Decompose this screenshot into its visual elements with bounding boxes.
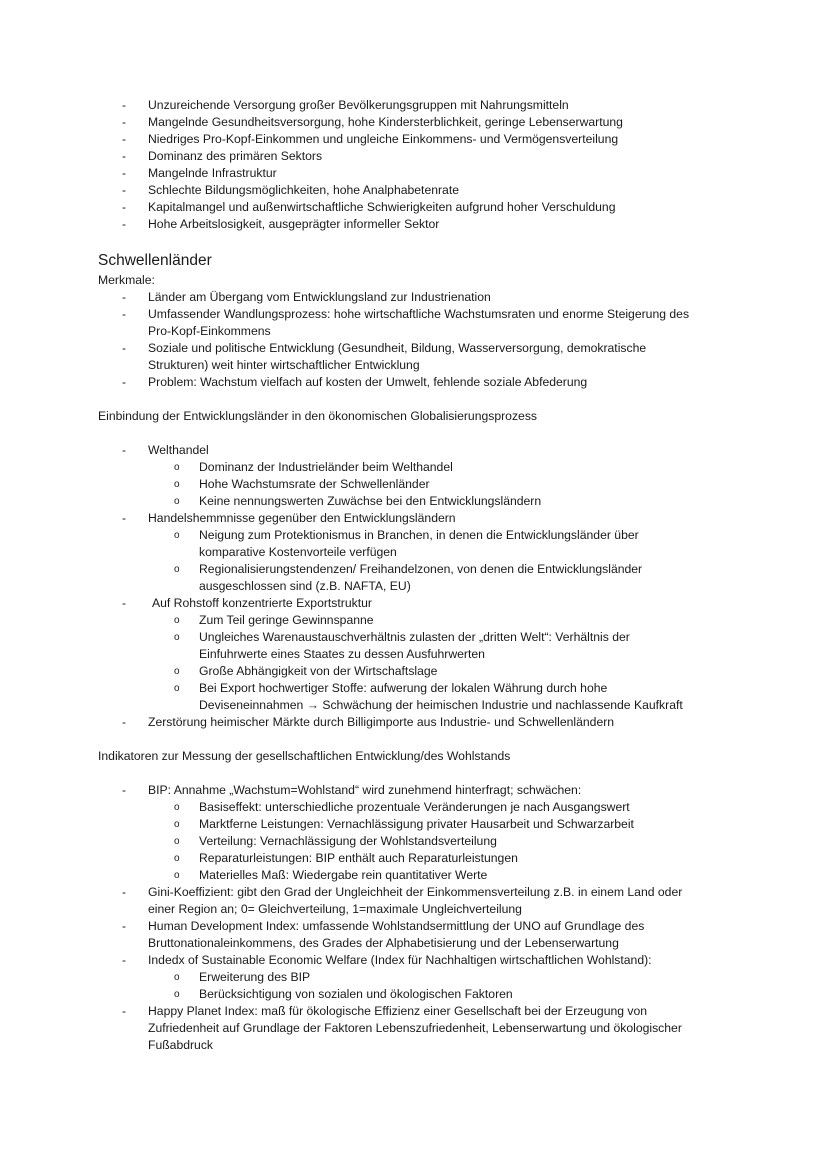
sub-list-item-continuation: ausgeschlossen sind (z.B. NAFTA, EU) xyxy=(199,579,411,593)
list-item: - Umfassender Wandlungsprozess: hohe wirtschaftliche Wachstumsraten und enorme Steigerung des xyxy=(122,307,690,321)
list-item: - BIP: Annahme „Wachstum=Wohlstand“ wird zunehmend hinterfragt; schwächen: xyxy=(122,783,582,797)
schwellen-list xyxy=(0,289,828,391)
sub-list-item: o Reparaturleistungen: BIP enthält auch Reparaturleistungen xyxy=(174,851,518,865)
section-heading-schwellenlaender: Schwellenländer xyxy=(98,252,212,269)
circle-bullet: o xyxy=(174,615,180,626)
list-item: - Auf Rohstoff konzentrierte Exportstruktur xyxy=(122,596,372,610)
circle-bullet: o xyxy=(174,462,180,473)
circle-bullet: o xyxy=(174,853,180,864)
sub-list-item: o Erweiterung des BIP xyxy=(174,970,311,984)
circle-bullet: o xyxy=(174,683,180,694)
sub-list-item: o Neigung zum Protektionismus in Branchen, in denen die Entwicklungsländer über xyxy=(174,528,639,542)
dash-bullet: - xyxy=(122,783,127,797)
sub-list-item: o Materielles Maß: Wiedergabe rein quantitativer Werte xyxy=(174,868,488,882)
dash-bullet: - xyxy=(122,307,127,321)
list-item: - Welthandel xyxy=(122,443,209,457)
list-item-continuation: einer Region an; 0= Gleichverteilung, 1=maximale Ungleichverteilung xyxy=(148,902,522,916)
list-item: - Hohe Arbeitslosigkeit, ausgeprägter informeller Sektor xyxy=(122,217,440,231)
circle-bullet: o xyxy=(174,496,180,507)
list-item: - Mangelnde Infrastruktur xyxy=(122,166,277,180)
sub-list-item-continuation: komparative Kostenvorteile verfügen xyxy=(199,545,397,559)
list-item: - Niedriges Pro-Kopf-Einkommen und ungleiche Einkommens- und Vermögensverteilung xyxy=(122,132,619,146)
sub-list-item: o Verteilung: Vernachlässigung der Wohlstandsverteilung xyxy=(174,834,497,848)
sub-list-item: o Dominanz der Industrieländer beim Welthandel xyxy=(174,460,453,474)
dash-bullet: - xyxy=(122,217,127,231)
dash-bullet: - xyxy=(122,290,127,304)
list-item-continuation: Pro-Kopf-Einkommens xyxy=(148,324,271,338)
dash-bullet: - xyxy=(122,166,127,180)
dash-bullet: - xyxy=(122,132,127,146)
circle-bullet: o xyxy=(174,870,180,881)
indikatoren-list xyxy=(0,782,828,1054)
section-heading-indikatoren: Indikatoren zur Messung der gesellschaftlichen Entwicklung/des Wohlstands xyxy=(98,749,511,763)
dash-bullet: - xyxy=(122,341,127,355)
list-item: - Zerstörung heimischer Märkte durch Billigimporte aus Industrie- und Schwellenländern xyxy=(122,715,615,729)
circle-bullet: o xyxy=(174,802,180,813)
dash-bullet: - xyxy=(122,885,127,899)
dash-bullet: - xyxy=(122,715,127,729)
list-item: - Schlechte Bildungsmöglichkeiten, hohe Analphabetenrate xyxy=(122,183,460,197)
sub-list-item: o Keine nennungswerten Zuwächse bei den Entwicklungsländern xyxy=(174,494,542,508)
circle-bullet: o xyxy=(174,479,180,490)
sub-list-item-continuation: Einfuhrwerte eines Staates zu dessen Ausfuhrwerten xyxy=(199,647,485,661)
sub-list-item: o Große Abhängigkeit von der Wirtschaftslage xyxy=(174,664,438,678)
dash-bullet: - xyxy=(122,511,127,525)
sub-list-item: o Hohe Wachstumsrate der Schwellenländer xyxy=(174,477,430,491)
sub-list-item: o Zum Teil geringe Gewinnspanne xyxy=(174,613,374,627)
list-item: - Mangelnde Gesundheitsversorgung, hohe Kindersterblichkeit, geringe Lebenserwartung xyxy=(122,115,623,129)
circle-bullet: o xyxy=(174,989,180,1000)
list-item: - Dominanz des primären Sektors xyxy=(122,149,323,163)
einbindung-list xyxy=(0,442,828,731)
dash-bullet: - xyxy=(122,115,127,129)
list-item-continuation: Fußabdruck xyxy=(148,1038,214,1052)
list-item: - Unzureichende Versorgung großer Bevölkerungsgruppen mit Nahrungsmitteln xyxy=(122,98,569,112)
circle-bullet: o xyxy=(174,819,180,830)
list-item: - Gini-Koeffizient: gibt den Grad der Ungleichheit der Einkommensverteilung z.B. in einem Land oder xyxy=(122,885,683,899)
dash-bullet: - xyxy=(122,375,127,389)
sub-list-item: o Regionalisierungstendenzen/ Freihandelzonen, von denen die Entwicklungsländer xyxy=(174,562,643,576)
right-arrow-icon: → xyxy=(306,698,319,712)
list-item-continuation: Zufriedenheit auf Grundlage der Faktoren Lebenszufriedenheit, Lebenserwartung und ökologischer xyxy=(148,1021,682,1035)
dash-bullet: - xyxy=(122,98,127,112)
section-heading-einbindung: Einbindung der Entwicklungsländer in den ökonomischen Globalisierungsprozess xyxy=(98,409,538,423)
list-item: - Länder am Übergang vom Entwicklungsland zur Industrienation xyxy=(122,290,491,304)
dash-bullet: - xyxy=(122,919,127,933)
circle-bullet: o xyxy=(174,666,180,677)
dash-bullet: - xyxy=(122,596,127,610)
sub-list-item: o Berücksichtigung von sozialen und ökologischen Faktoren xyxy=(174,987,513,1001)
list-item: - Problem: Wachstum vielfach auf kosten der Umwelt, fehlende soziale Abfederung xyxy=(122,375,588,389)
dash-bullet: - xyxy=(122,1004,127,1018)
dash-bullet: - xyxy=(122,149,127,163)
list-item-continuation: Bruttonationaleinkommens, des Grades der Alphabetisierung und der Lebenserwartung xyxy=(148,936,619,950)
sub-list-item: o Bei Export hochwertiger Stoffe: aufwerung der lokalen Währung durch hohe xyxy=(174,681,608,695)
dash-bullet: - xyxy=(122,953,127,967)
sub-list-item: o Marktferne Leistungen: Vernachlässigung privater Hausarbeit und Schwarzarbeit xyxy=(174,817,634,831)
circle-bullet: o xyxy=(174,564,180,575)
dash-bullet: - xyxy=(122,183,127,197)
dash-bullet: - xyxy=(122,200,127,214)
list-item: - Soziale und politische Entwicklung (Gesundheit, Bildung, Wasserversorgung, demokratische xyxy=(122,341,647,355)
merkmale-label: Merkmale: xyxy=(98,273,155,287)
list-item: - Kapitalmangel und außenwirtschaftliche Schwierigkeiten aufgrund hoher Verschuldung xyxy=(122,200,616,214)
intro-list xyxy=(0,97,828,233)
list-item-continuation: Strukturen) weit hinter wirtschaftlicher Entwicklung xyxy=(148,358,420,372)
sub-list-item: o Basiseffekt: unterschiedliche prozentuale Veränderungen je nach Ausgangswert xyxy=(174,800,630,814)
sub-list-item-continuation: Deviseneinnahmen → Schwächung der heimischen Industrie und nachlassende Kaufkraft xyxy=(199,698,683,712)
list-item: - Happy Planet Index: maß für ökologische Effizienz einer Gesellschaft bei der Erzeugung von xyxy=(122,1004,648,1018)
list-item: - Human Development Index: umfassende Wohlstandsermittlung der UNO auf Grundlage des xyxy=(122,919,645,933)
dash-bullet: - xyxy=(122,443,127,457)
sub-list-item: o Ungleiches Warenaustauschverhältnis zulasten der „dritten Welt“: Verhältnis der xyxy=(174,630,630,644)
circle-bullet: o xyxy=(174,632,180,643)
circle-bullet: o xyxy=(174,972,180,983)
circle-bullet: o xyxy=(174,836,180,847)
list-item: - Indedx of Sustainable Economic Welfare (Index für Nachhaltigen wirtschaftlichen Wohlstand): xyxy=(122,953,652,967)
list-item: - Handelshemmnisse gegenüber den Entwicklungsländern xyxy=(122,511,456,525)
circle-bullet: o xyxy=(174,530,180,541)
